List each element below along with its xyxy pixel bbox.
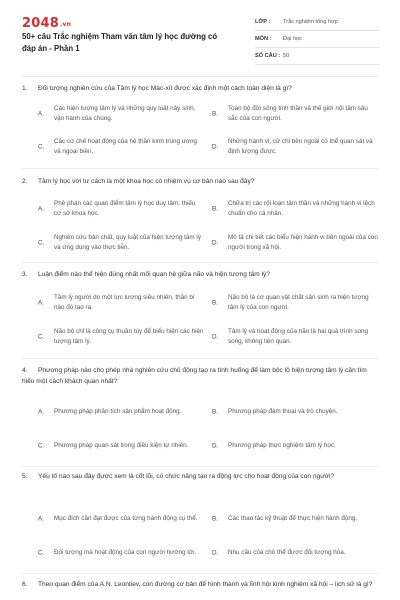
option-d[interactable] [212,134,384,160]
option-text: Não bộ chỉ là công cụ thuần túy để biểu hiện các hiện tượng tâm lý. [54,328,204,345]
option-letter: D. [212,549,219,557]
option-d[interactable] [212,540,384,566]
option-letter: A. [38,515,44,523]
option-text: Các hiện tượng tâm lý và những quy luật nảy sinh, vận hành của chúng. [54,105,196,122]
option-c[interactable] [38,433,210,459]
option-text: Phương pháp quan sát trong điều kiện tự nhiên. [54,442,189,449]
option-letter: A. [38,110,44,118]
option-letter: C. [38,442,45,450]
question-number: 3. [22,271,28,278]
meta-info [255,14,380,65]
option-letter: D. [212,333,219,341]
option-letter: A. [38,299,44,307]
option-letter: C. [38,143,45,151]
question-divider [22,168,378,169]
option-d[interactable] [212,230,384,256]
option-text: Phương pháp phân tích sản phẩm hoạt động. [54,408,182,415]
option-letter: C. [38,239,45,247]
option-a[interactable] [38,506,210,532]
question-divider [22,573,378,574]
option-text: Mục đích cần đạt được của từng hành động cụ thể. [54,515,198,522]
question-text: Phương pháp nào cho phép nhà nghiên cứu chủ động tạo ra tình huống để làm bộc lộ hiện tượng tâm lý cần tìm hiểu một cách khách quan nhất? [22,367,367,385]
meta-key: LỚP : [255,19,271,25]
question-number: 5. [22,473,28,480]
question-number: 2. [22,178,28,185]
question-number: 1. [22,85,28,92]
option-letter: B. [212,205,218,213]
option-letter: B. [212,408,218,416]
logo-text: 2048 [22,16,59,31]
question-number: 4. [22,367,28,374]
option-letter: A. [38,205,44,213]
meta-value: Đại học [283,36,302,42]
option-c[interactable] [38,324,210,350]
question-text: Tâm lý học với tư cách là một khoa học có nhiệm vụ cơ bản nào sau đây? [38,178,255,185]
option-text: Toàn bộ đời sống tinh thần và thế giới nội tâm sâu sắc của con người. [228,105,368,122]
question-divider [22,262,378,263]
option-d[interactable] [212,324,384,350]
meta-value: Trắc nghiệm tổng hợp [283,19,338,25]
option-a[interactable] [38,196,210,222]
question-text: Đối tượng nghiên cứu của Tâm lý học Mác-xít được xác định một cách toàn diện là gì? [38,85,292,92]
option-a[interactable] [38,101,210,127]
option-c[interactable] [38,230,210,256]
question-divider [22,358,378,359]
question-stem [22,580,380,591]
option-d[interactable] [212,433,384,459]
question-number: 6. [22,581,28,588]
meta-key: MÔN : [255,36,272,42]
option-letter: B. [212,110,218,118]
page-title: 50+ câu Trắc nghiệm Tham vấn tâm lý học đường có đáp án - Phần 1 [22,32,218,53]
option-text: Nghiên cứu bản chất, quy luật của hiện tượng tâm lý và ứng dụng vào thực tiễn. [54,234,201,251]
option-b[interactable] [212,399,384,425]
site-logo[interactable] [22,16,71,31]
question-stem [22,366,380,387]
option-letter: C. [38,333,45,341]
meta-row-count [255,48,380,65]
meta-key: SỐ CÂU : [255,53,281,59]
option-letter: D. [212,239,219,247]
option-text: Tâm lý và hoạt động của não là hai quá trình song song, không liên quan. [228,328,369,345]
header-divider [22,76,378,77]
logo-suffix: .vn [59,21,72,28]
option-b[interactable] [212,196,384,222]
option-letter: B. [212,515,218,523]
option-c[interactable] [38,134,210,160]
option-a[interactable] [38,290,210,316]
option-text: Các cơ chế hoạt động của hệ thần kinh trung ương và ngoại biên. [54,138,198,155]
question-stem [22,270,380,281]
option-text: Tâm lý người do một lực lượng siêu nhiên, thần bí nào đó tạo ra. [54,294,195,311]
option-b[interactable] [212,506,384,532]
meta-row-subject [255,31,380,48]
option-text: Phương pháp đàm thoại và trò chuyện. [228,408,338,415]
option-text: Đối tượng mà hoạt động của con người hướng tới. [54,549,197,556]
question-text: Luận điểm nào thể hiện đúng nhất mối quan hệ giữa não và hiện tượng tâm lý? [38,271,271,278]
option-letter: D. [212,143,219,151]
question-stem [22,472,380,483]
option-letter: A. [38,408,44,416]
question-divider [22,466,378,467]
option-text: Mô tả chi tiết các biểu hiện hành vi bên ngoài của con người trong xã hội. [228,234,378,251]
option-text: Não bộ là cơ quan vật chất sản sinh ra hiện tượng tâm lý của con người. [228,294,369,311]
question-stem [22,177,380,188]
option-text: Nhu cầu của chủ thể được đối tượng hóa. [228,549,346,556]
question-text: Theo quan điểm của A.N. Leontiev, con đường cơ bản để hình thành và lĩnh hội kinh nghiệm xã hội – lịch sử là gì? [38,581,373,588]
option-c[interactable] [38,540,210,566]
option-text: Phương pháp thực nghiệm tâm lý học. [228,442,336,449]
meta-row-class [255,14,380,31]
option-letter: C. [38,549,45,557]
option-b[interactable] [212,101,384,127]
option-text: Phê phán các quan điểm tâm lý học duy tâm, thiếu cơ sở khoa học. [54,200,196,217]
option-b[interactable] [212,290,384,316]
page-header [0,0,400,76]
question-stem [22,84,380,95]
option-text: Các thao tác kỹ thuật để thực hiện hành động. [228,515,358,522]
meta-value: 50 [283,53,290,59]
option-letter: D. [212,442,219,450]
question-text: Yếu tố nào sau đây được xem là cốt lõi, có chức năng tạo ra động lực cho hoạt động của con người? [38,473,335,480]
option-letter: B. [212,299,218,307]
option-a[interactable] [38,399,210,425]
option-text: Chữa trị các rối loạn tâm thần và những hành vi lệch chuẩn cho cá nhân. [228,200,375,217]
option-text: Những hành vi, cử chỉ bên ngoài có thể quan sát và định lượng được. [228,138,373,155]
